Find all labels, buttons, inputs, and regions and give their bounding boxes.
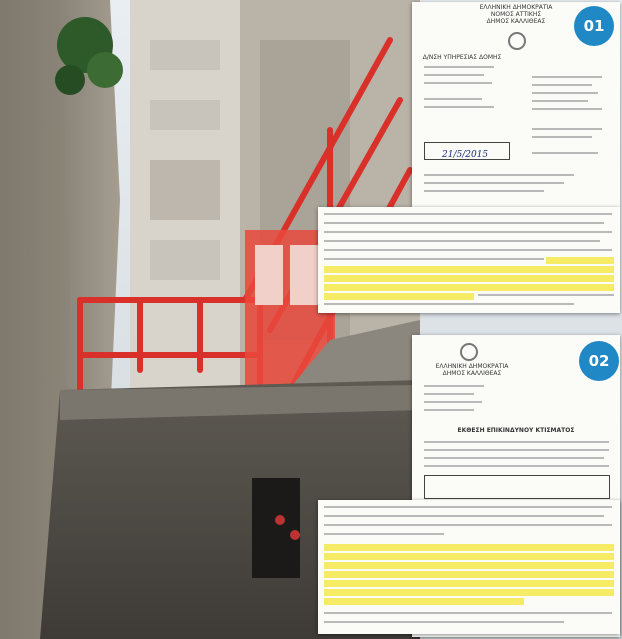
doc1-stamp bbox=[424, 142, 510, 160]
emblem-icon bbox=[508, 32, 526, 50]
badge-02: 02 bbox=[579, 341, 619, 381]
document-2-excerpt bbox=[318, 500, 620, 634]
doc2-header: ΕΛΛΗΝΙΚΗ ΔΗΜΟΚΡΑΤΙΑ ΔΗΜΟΣ ΚΑΛΛΙΘΕΑΣ bbox=[435, 363, 509, 377]
emblem-icon-2 bbox=[460, 343, 478, 361]
doc1-dept: Δ/ΝΣΗ ΥΠΗΡΕΣΙΑΣ ΔΟΜΗΣ bbox=[422, 54, 502, 61]
doc2-table bbox=[424, 475, 610, 499]
doc1-header: ΕΛΛΗΝΙΚΗ ΔΗΜΟΚΡΑΤΙΑ ΝΟΜΟΣ ΑΤΤΙΚΗΣ ΔΗΜΟΣ ΚΑΛΛΙΘΕΑΣ bbox=[479, 4, 553, 25]
handwritten-date: 21/5/2015 bbox=[442, 150, 489, 160]
document-1-excerpt bbox=[318, 207, 620, 313]
doc2-title: ΕΚΘΕΣΗ ΕΠΙΚΙΝΔΥΝΟΥ ΚΤΙΣΜΑΤΟΣ bbox=[457, 427, 575, 434]
badge-01: 01 bbox=[574, 6, 614, 46]
